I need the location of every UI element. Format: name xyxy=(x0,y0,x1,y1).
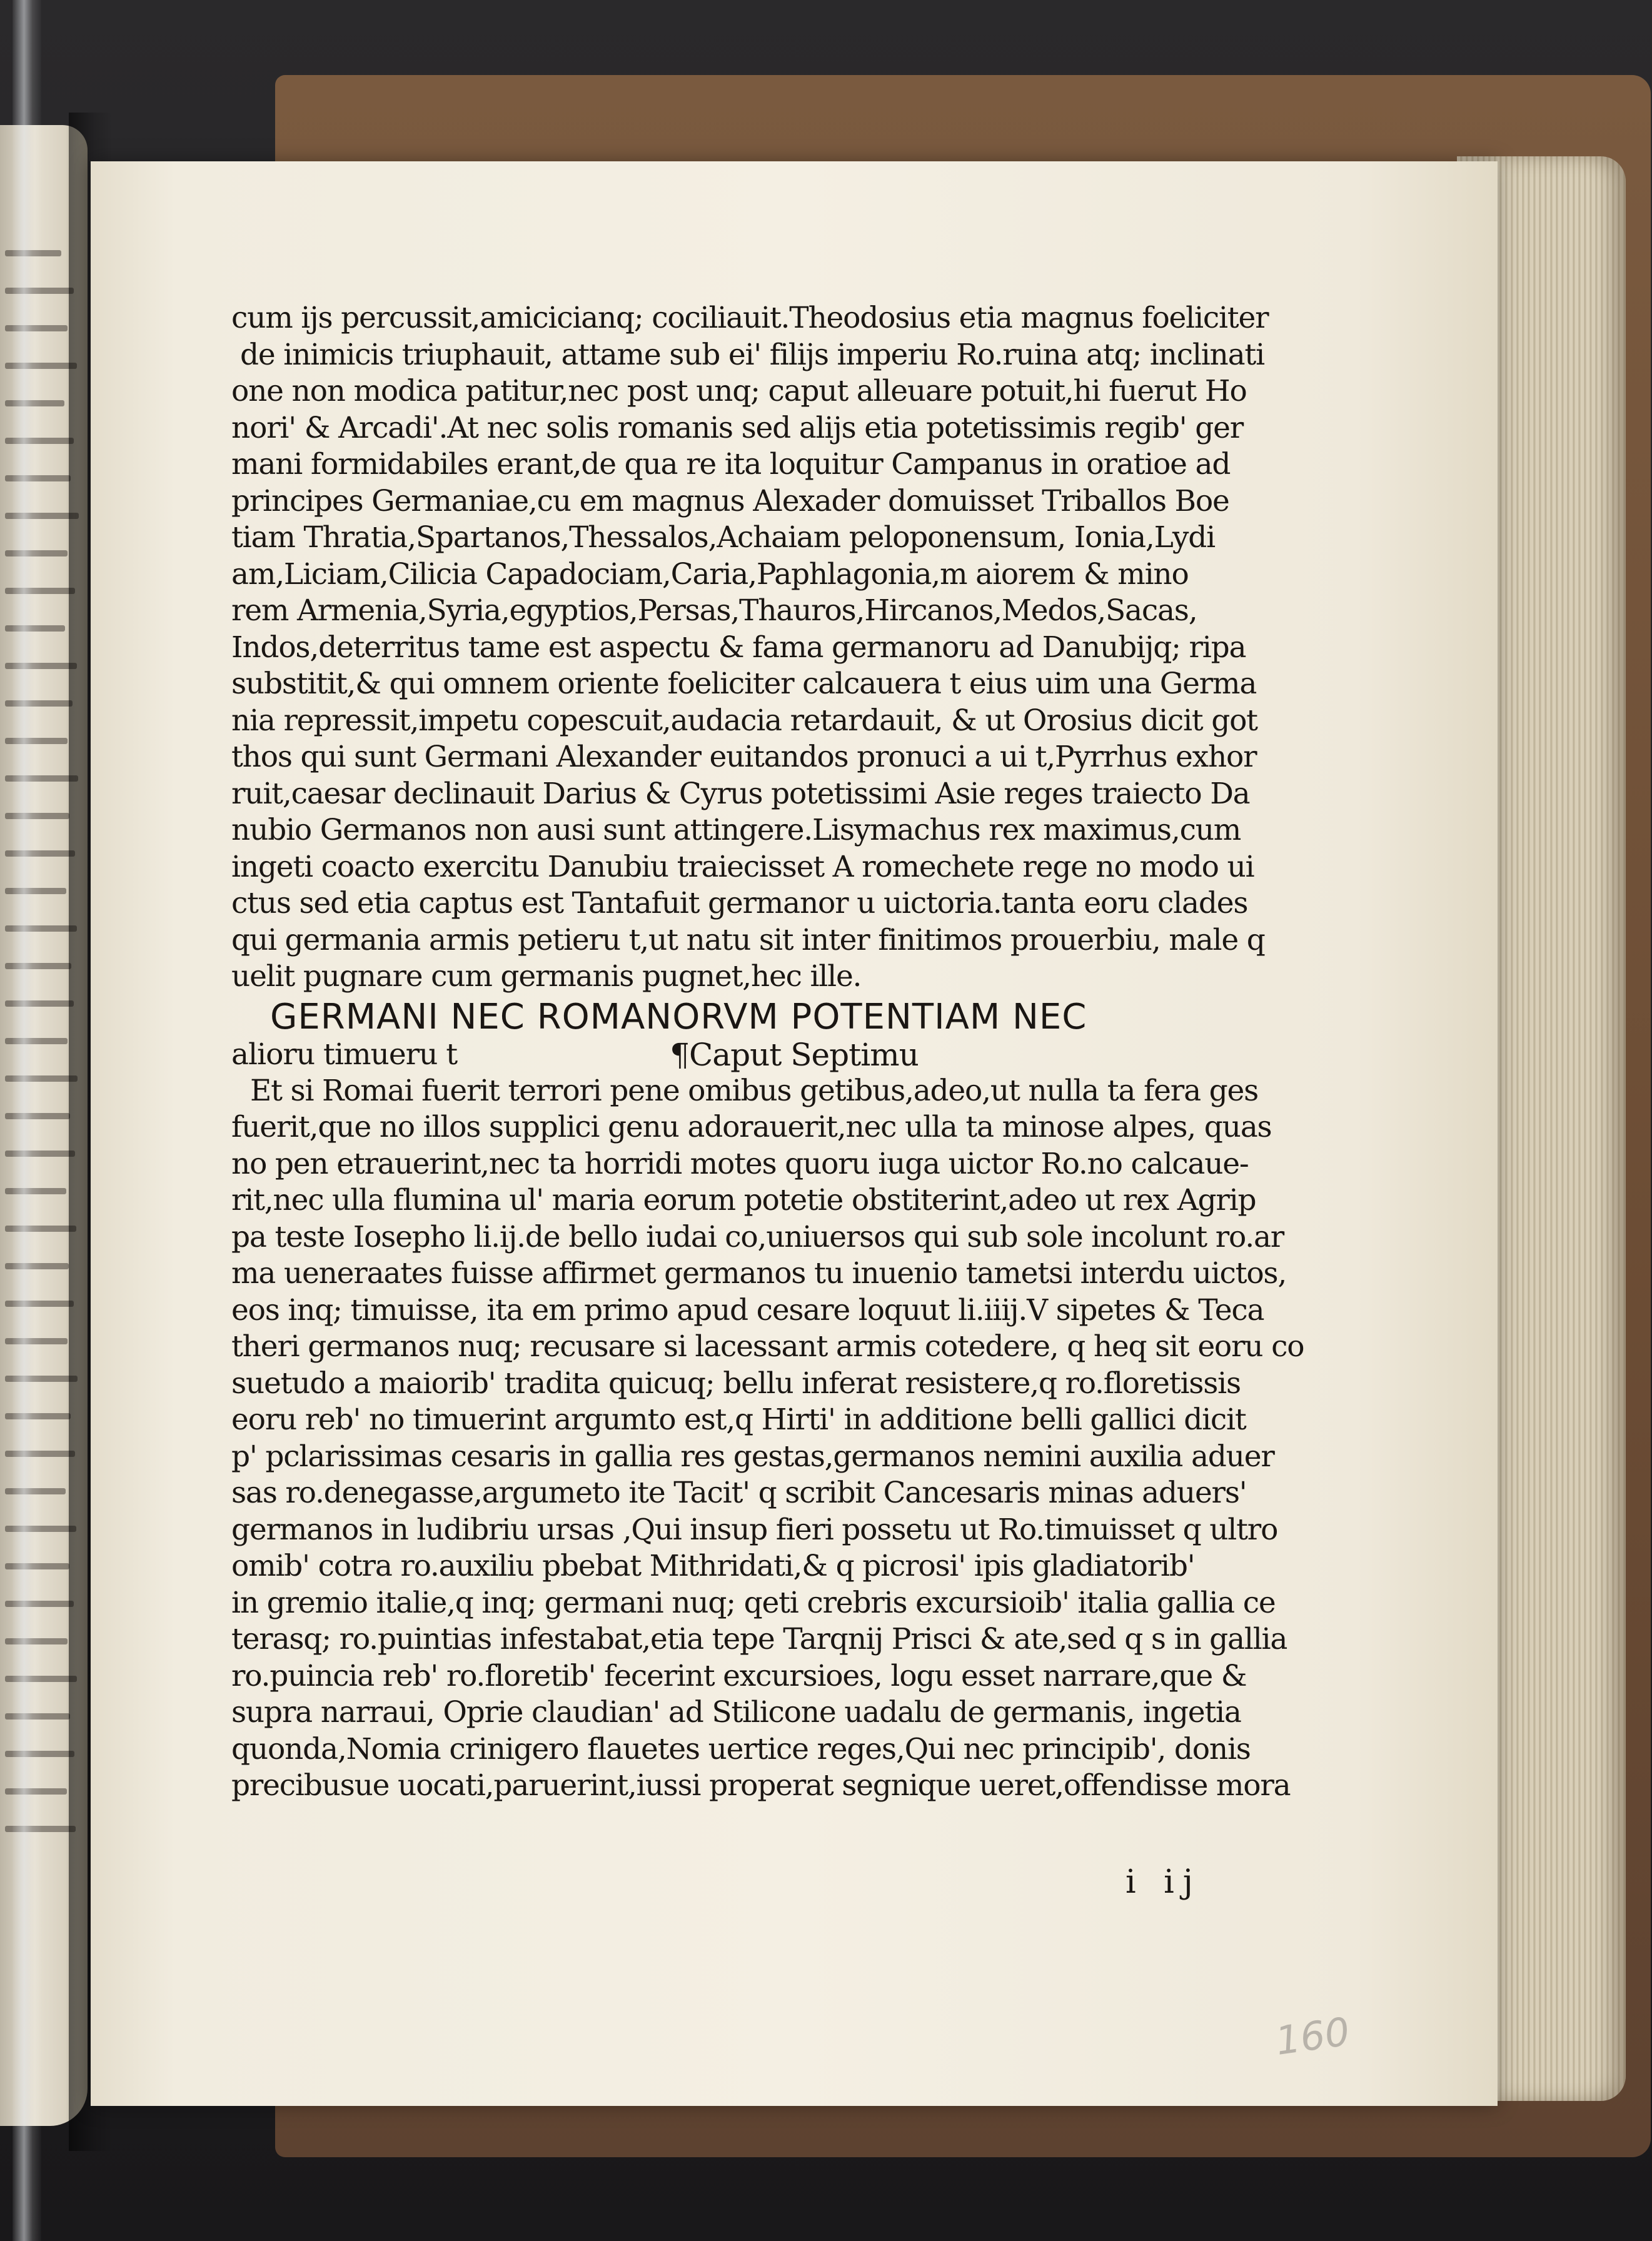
text-line: nubio Germanos non ausi sunt attingere.Lisymachus rex maximus,cum xyxy=(231,813,1241,847)
text-line: germanos in ludibriu ursas ,Qui insup fieri possetu ut Ro.timuisset q ultro xyxy=(231,1512,1278,1547)
text-line: Et si Romai fuerit terrori pene omibus getibus,adeo,ut nulla ta fera ges xyxy=(250,1073,1259,1108)
page-text xyxy=(231,300,1304,1805)
text-line: in gremio italie,q inq; germani nuq; qeti crebris excursioib' italia gallia ce xyxy=(231,1585,1276,1620)
text-line: sas ro.denegasse,argumeto ite Tacit' q scribit Cancesaris minas aduers' xyxy=(231,1476,1247,1510)
text-line: am,Liciam,Cilicia Capadociam,Caria,Paphlagonia,m aiorem & mino xyxy=(231,556,1189,592)
heading-continuation: alioru timueru t xyxy=(231,1037,458,1072)
chapter-subheading xyxy=(231,1037,1257,1073)
plastic-page-clamp xyxy=(13,0,41,2241)
text-line: eoru reb' no timuerint argumto est,q Hirti' in additione belli gallici dicit xyxy=(231,1403,1246,1437)
text-line: nori' & Arcadi'.At nec solis romanis sed alijs etia potetissimis regib' ger xyxy=(231,410,1243,445)
text-line: omib' cotra ro.auxiliu pbebat Mithridati,& q picrosi' ipis gladiatorib' xyxy=(231,1549,1195,1583)
text-line: p' pclarissimas cesaris in gallia res gestas,germanos nemini auxilia aduer xyxy=(231,1439,1274,1474)
text-line: cum ijs percussit,amicicianq; cociliauit.Theodosius etia magnus foeliciter xyxy=(231,301,1269,335)
text-line: ma ueneraates fuisse affirmet germanos tu inuenio tametsi interdu uictos, xyxy=(231,1256,1287,1291)
chapter-heading: GERMANI NEC ROMANORVM POTENTIAM NEC xyxy=(270,996,1087,1037)
text-line: terasq; ro.puintias infestabat,etia tepe Tarqnij Prisci & ate,sed q s in gallia xyxy=(231,1622,1287,1656)
text-line: uelit pugnare cum germanis pugnet,hec ille. xyxy=(231,959,862,994)
text-line: quonda,Nomia crinigero flauetes uertice reges,Qui nec principib', donis xyxy=(231,1731,1251,1766)
text-line: nia repressit,impetu copescuit,audacia retardauit, & ut Orosius dicit got xyxy=(231,703,1257,738)
text-line: ro.puincia reb' ro.floretib' fecerint excursioes, logu esset narrare,que & xyxy=(231,1658,1247,1693)
text-line: fuerit,que no illos supplici genu adorauerit,nec ulla ta minose alpes, quas xyxy=(231,1110,1272,1144)
text-line: ingeti coacto exercitu Danubiu traiecisset A romechete rege no modo ui xyxy=(231,849,1254,884)
text-line: one non modica patitur,nec post unq; caput alleuare potuit,hi fuerut Ho xyxy=(231,374,1247,408)
text-line: no pen etrauerint,nec ta horridi motes quoru iuga uictor Ro.no calcaue- xyxy=(231,1146,1249,1181)
text-line: ruit,caesar declinauit Darius & Cyrus potetissimi Asie reges traiecto Da xyxy=(231,776,1250,811)
text-line: thos qui sunt Germani Alexander euitandos pronuci a ui t,Pyrrhus exhor xyxy=(231,740,1257,774)
text-line: precibusue uocati,paruerint,iussi properat segnique ueret,offendisse mora xyxy=(231,1768,1291,1803)
text-line: substitit,& qui omnem oriente foeliciter calcauera t eius uim una Germa xyxy=(231,667,1257,701)
text-line: rit,nec ulla flumina ul' maria eorum potetie obstiterint,adeo ut rex Agrip xyxy=(231,1183,1256,1217)
text-line: de inimicis triuphauit, attame sub ei' filijs imperiu Ro.ruina atq; inclinati xyxy=(240,337,1264,372)
text-line: suetudo a maiorib' tradita quicuq; bellu inferat resistere,q ro.floretissis xyxy=(231,1366,1241,1401)
text-line: pa teste Iosepho li.ij.de bello iudai co,uniuersos qui sub sole incolunt ro.ar xyxy=(231,1219,1284,1254)
text-line: Indos,deterritus tame est aspectu & fama germanoru ad Danubijq; ripa xyxy=(231,630,1246,665)
text-line: ctus sed etia captus est Tantafuit germanor u uictoria.tanta eoru clades xyxy=(231,886,1248,920)
text-line: rem Armenia,Syria,egyptios,Persas,Thauros,Hircanos,Medos,Sacas, xyxy=(231,593,1197,628)
text-line: theri germanos nuq; recusare si lacessant armis cotedere, q heq sit eoru co xyxy=(231,1329,1304,1364)
text-line: eos inq; timuisse, ita em primo apud cesare loquut li.iiij.V sipetes & Teca xyxy=(231,1292,1264,1327)
text-line: qui germania armis petieru t,ut natu sit inter finitimos prouerbiu, male q xyxy=(231,922,1265,957)
text-line: principes Germaniae,cu em magnus Alexader domuisset Triballos Boe xyxy=(231,483,1229,518)
chapter-number: ¶Caput Septimu xyxy=(670,1036,919,1073)
pencil-folio-number: 160 xyxy=(1272,2008,1352,2064)
text-line: supra narraui, Oprie claudian' ad Stilicone uadalu de germanis, ingetia xyxy=(231,1695,1241,1730)
text-line: tiam Thratia,Spartanos,Thessalos,Achaiam peloponensum, Ionia,Lydi xyxy=(231,520,1215,555)
signature-mark: i ij xyxy=(1126,1863,1202,1901)
text-line: mani formidabiles erant,de qua re ita loquitur Campanus in oratioe ad xyxy=(231,447,1231,481)
